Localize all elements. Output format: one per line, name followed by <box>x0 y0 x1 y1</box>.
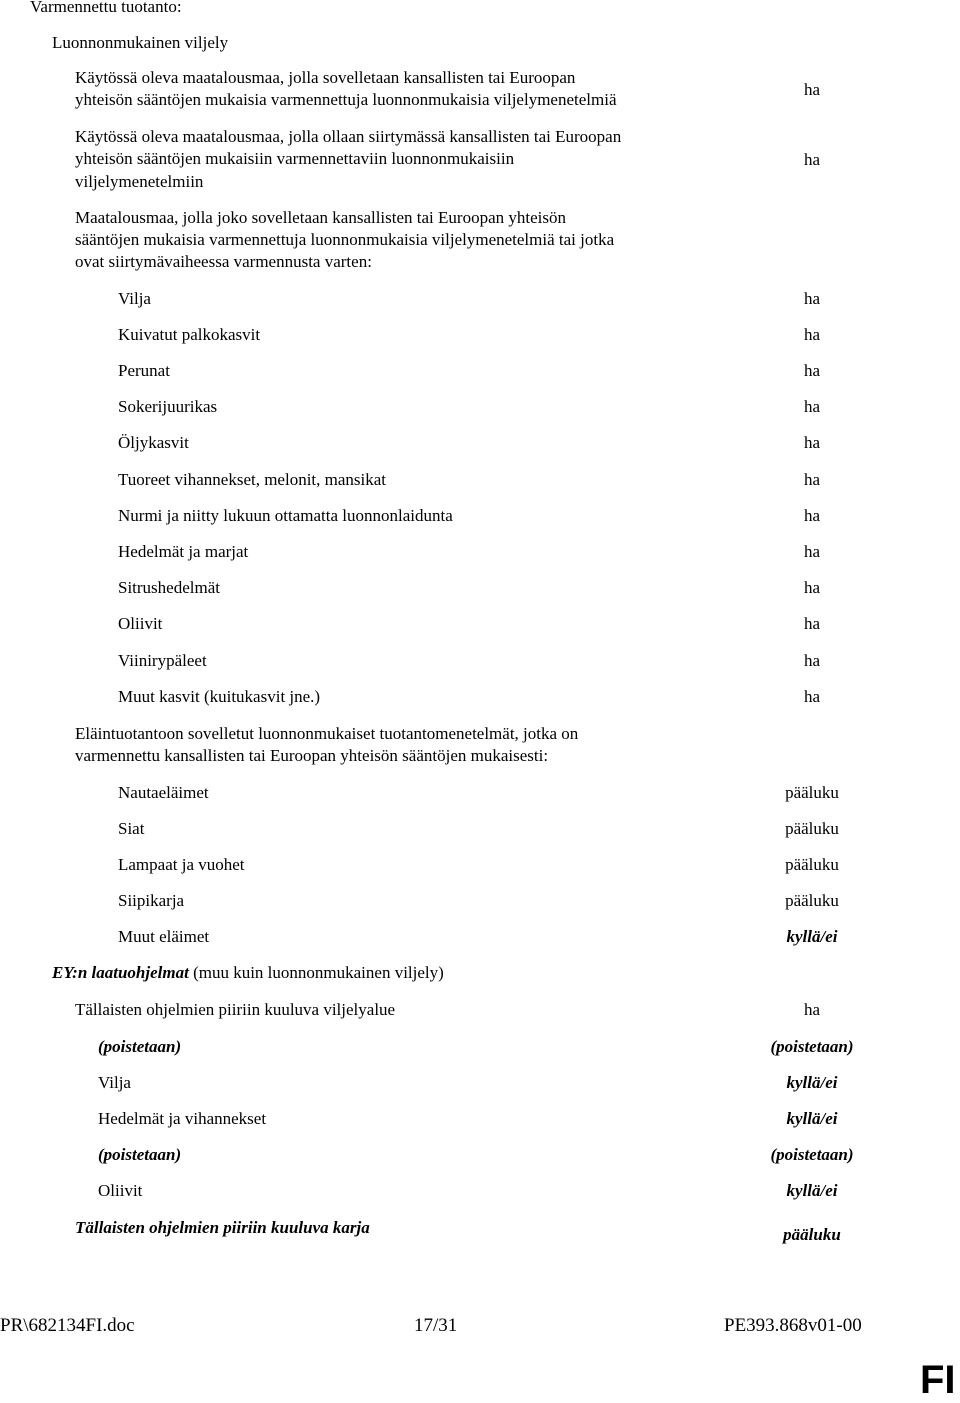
organic-item3-line2: sääntöjen mukaisia varmennettuja luonnonmukaisia viljelymenetelmiä tai jotka <box>75 230 615 249</box>
quality-item-unit: kyllä/ei <box>786 1073 838 1092</box>
quality-livestock-unit: pääluku <box>783 1225 841 1244</box>
crop-unit: ha <box>803 433 821 452</box>
quality-item-unit: (poistetaan) <box>770 1037 854 1056</box>
organic-item1-unit: ha <box>803 80 821 99</box>
crop-label: Tuoreet vihannekset, melonit, mansikat <box>118 470 387 489</box>
crop-unit: ha <box>803 325 821 344</box>
quality-item-unit: kyllä/ei <box>786 1109 838 1128</box>
livestock-label: Siipikarja <box>118 891 185 910</box>
livestock-label: Muut eläimet <box>118 927 210 946</box>
quality-item-unit: kyllä/ei <box>786 1181 838 1200</box>
livestock-label: Siat <box>118 819 145 838</box>
quality-item-label: Vilja <box>98 1073 131 1092</box>
quality-title-rest: (muu kuin luonnonmukainen viljely) <box>188 963 444 982</box>
quality-title-bold: EY:n laatuohjelmat <box>52 963 189 982</box>
quality-item-label: Hedelmät ja vihannekset <box>98 1109 267 1128</box>
quality-area-unit: ha <box>803 1000 821 1019</box>
organic-title: Luonnonmukainen viljely <box>52 33 229 52</box>
crop-label: Kuivatut palkokasvit <box>118 325 261 344</box>
livestock-intro-line1: Eläintuotantoon sovelletut luonnonmukaiset tuotantomenetelmät, jotka on <box>75 724 579 743</box>
crop-label: Sitrushedelmät <box>118 578 220 597</box>
crop-label: Muut kasvit (kuitukasvit jne.) <box>118 687 321 706</box>
livestock-intro-line2: varmennettu kansallisten tai Euroopan yhteisön sääntöjen mukaisesti: <box>75 746 549 765</box>
section-heading: Varmennettu tuotanto: <box>30 0 182 16</box>
crop-unit: ha <box>803 361 821 380</box>
quality-title <box>52 962 444 984</box>
quality-item-label: (poistetaan) <box>98 1037 182 1056</box>
footer-page-number: 17/31 <box>414 1315 458 1336</box>
footer-reference: PE393.868v01-00 <box>724 1315 862 1336</box>
crop-unit: ha <box>803 651 821 670</box>
livestock-label: Nautaeläimet <box>118 783 209 802</box>
quality-item-label: (poistetaan) <box>98 1145 182 1164</box>
livestock-unit: pääluku <box>785 783 839 802</box>
crop-unit: ha <box>803 614 821 633</box>
crop-label: Nurmi ja niitty lukuun ottamatta luonnonlaidunta <box>118 506 453 525</box>
organic-item2-line1: Käytössä oleva maatalousmaa, jolla ollaan siirtymässä kansallisten tai Euroopan <box>75 127 622 146</box>
crop-label: Perunat <box>118 361 170 380</box>
livestock-unit: pääluku <box>785 891 839 910</box>
organic-item2-unit: ha <box>803 150 821 169</box>
crop-unit: ha <box>803 506 821 525</box>
crop-label: Hedelmät ja marjat <box>118 542 249 561</box>
livestock-unit: pääluku <box>785 819 839 838</box>
organic-item3-line3: ovat siirtymävaiheessa varmennusta varten: <box>75 252 372 271</box>
organic-item2-line3: viljelymenetelmiin <box>75 172 204 191</box>
quality-area-label: Tällaisten ohjelmien piiriin kuuluva viljelyalue <box>75 1000 396 1019</box>
crop-label: Öljykasvit <box>118 433 189 452</box>
footer-doc-id: PR\682134FI.doc <box>0 1315 135 1336</box>
livestock-label: Lampaat ja vuohet <box>118 855 245 874</box>
crop-unit: ha <box>803 542 821 561</box>
crop-label: Sokerijuurikas <box>118 397 218 416</box>
organic-item3-line1: Maatalousmaa, jolla joko sovelletaan kansallisten tai Euroopan yhteisön <box>75 208 566 227</box>
organic-item1-line1: Käytössä oleva maatalousmaa, jolla sovelletaan kansallisten tai Euroopan <box>75 68 576 87</box>
footer-language-code: FI <box>920 1358 956 1402</box>
crop-unit: ha <box>803 687 821 706</box>
livestock-unit: pääluku <box>785 855 839 874</box>
crop-unit: ha <box>803 289 821 308</box>
quality-livestock-label: Tällaisten ohjelmien piiriin kuuluva karja <box>75 1218 370 1237</box>
quality-item-unit: (poistetaan) <box>770 1145 854 1164</box>
organic-item2-line2: yhteisön sääntöjen mukaisiin varmennettaviin luonnonmukaisiin <box>75 149 515 168</box>
crop-label: Vilja <box>118 289 151 308</box>
crop-unit: ha <box>803 397 821 416</box>
quality-item-label: Oliivit <box>98 1181 143 1200</box>
crop-unit: ha <box>803 578 821 597</box>
organic-item1-line2: yhteisön sääntöjen mukaisia varmennettuja luonnonmukaisia viljelymenetelmiä <box>75 90 617 109</box>
crop-unit: ha <box>803 470 821 489</box>
crop-label: Viinirypäleet <box>118 651 207 670</box>
crop-label: Oliivit <box>118 614 163 633</box>
livestock-unit: kyllä/ei <box>786 927 838 946</box>
